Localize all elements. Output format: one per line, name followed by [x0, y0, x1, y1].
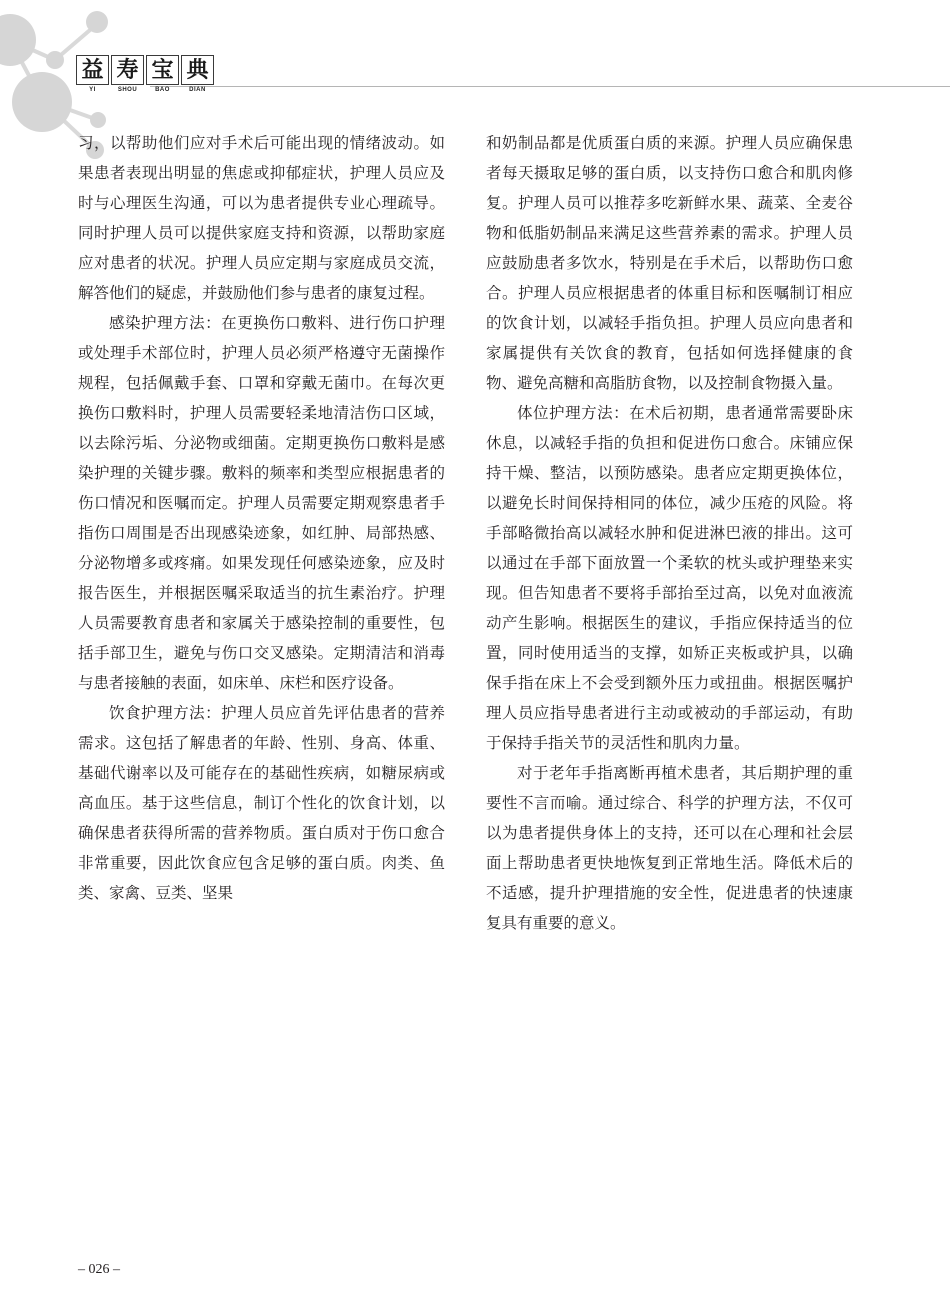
masthead-char: 寿 — [111, 55, 144, 85]
page-number: – 026 – — [78, 1262, 120, 1277]
masthead-pinyin-syllable: SHOU — [117, 87, 138, 93]
masthead-logo — [76, 55, 214, 93]
masthead-char: 益 — [76, 55, 109, 85]
paragraph-infection-care: 感染护理方法：在更换伤口敷料、进行伤口护理或处理手术部位时，护理人员必须严格遵守无菌操作规程，包括佩戴手套、口罩和穿戴无菌巾。在每次更换伤口敷料时，护理人员需要轻柔地清洁伤口区域，以去除污垢、分泌物或细菌。定期更换伤口敷料是感染护理的关键步骤。敷料的频率和类型应根据患者的伤口情况和医嘱而定。护理人员需要定期观察患者手指伤口周围是否出现感染迹象，如红肿、局部热感、分泌物增多或疼痛。如果发现任何感染迹象，应及时报告医生，并根据医嘱采取适当的抗生素治疗。护理人员需要教育患者和家属关于感染控制的重要性，包括手部卫生，避免与伤口交叉感染。定期清洁和消毒与患者接触的表面，如床单、床栏和医疗设备。 — [78, 314, 445, 692]
masthead-pinyin-syllable: BAO — [155, 87, 170, 93]
masthead-pinyin-syllable: DIAN — [189, 87, 206, 93]
left-column — [78, 128, 445, 908]
masthead-char: 典 — [181, 55, 214, 85]
right-column — [486, 128, 853, 938]
masthead-char: 宝 — [146, 55, 179, 85]
header-rule — [150, 86, 950, 87]
paragraph-position-care: 体位护理方法：在术后初期，患者通常需要卧床休息，以减轻手指的负担和促进伤口愈合。床铺应保持干燥、整洁，以预防感染。患者应定期更换体位，以避免长时间保持相同的体位，减少压疮的风险。将手部略微抬高以减轻水肿和促进淋巴液的排出。这可以通过在手部下面放置一个柔软的枕头或护理垫来实现。但告知患者不要将手部抬至过高，以免对血液流动产生影响。根据医生的建议，手指应保持适当的位置，同时使用适当的支撑，如矫正夹板或护具，以确保手指在床上不会受到额外压力或扭曲。根据医嘱护理人员应指导患者进行主动或被动的手部运动，有助于保持手指关节的灵活性和肌肉力量。 — [486, 404, 853, 752]
masthead-pinyin — [76, 87, 214, 93]
paragraph-diet-continuation: 和奶制品都是优质蛋白质的来源。护理人员应确保患者每天摄取足够的蛋白质，以支持伤口愈合和肌肉修复。护理人员可以推荐多吃新鲜水果、蔬菜、全麦谷物和低脂奶制品来满足这些营养素的需求。护理人员应鼓励患者多饮水，特别是在手术后，以帮助伤口愈合。护理人员应根据患者的体重目标和医嘱制订相应的饮食计划，以减轻手指负担。护理人员应向患者和家属提供有关饮食的教育，包括如何选择健康的食物、避免高糖和高脂肪食物，以及控制食物摄入量。 — [486, 134, 853, 392]
paragraph-continuation: 习，以帮助他们应对手术后可能出现的情绪波动。如果患者表现出明显的焦虑或抑郁症状，护理人员应及时与心理医生沟通，可以为患者提供专业心理疏导。同时护理人员可以提供家庭支持和资源，以帮助家庭应对患者的状况。护理人员应定期与家庭成员交流，解答他们的疑虑，并鼓励他们参与患者的康复过程。 — [78, 134, 445, 302]
masthead-pinyin-syllable: YI — [89, 87, 96, 93]
paragraph-conclusion: 对于老年手指离断再植术患者，其后期护理的重要性不言而喻。通过综合、科学的护理方法，不仅可以为患者提供身体上的支持，还可以在心理和社会层面上帮助患者更快地恢复到正常地生活。降低术后的不适感，提升护理措施的安全性，促进患者的快速康复具有重要的意义。 — [486, 764, 853, 932]
paragraph-diet-care: 饮食护理方法：护理人员应首先评估患者的营养需求。这包括了解患者的年龄、性别、身高、体重、基础代谢率以及可能存在的基础性疾病，如糖尿病或高血压。基于这些信息，制订个性化的饮食计划，以确保患者获得所需的营养物质。蛋白质对于伤口愈合非常重要，因此饮食应包含足够的蛋白质。肉类、鱼类、家禽、豆类、坚果 — [78, 704, 445, 902]
